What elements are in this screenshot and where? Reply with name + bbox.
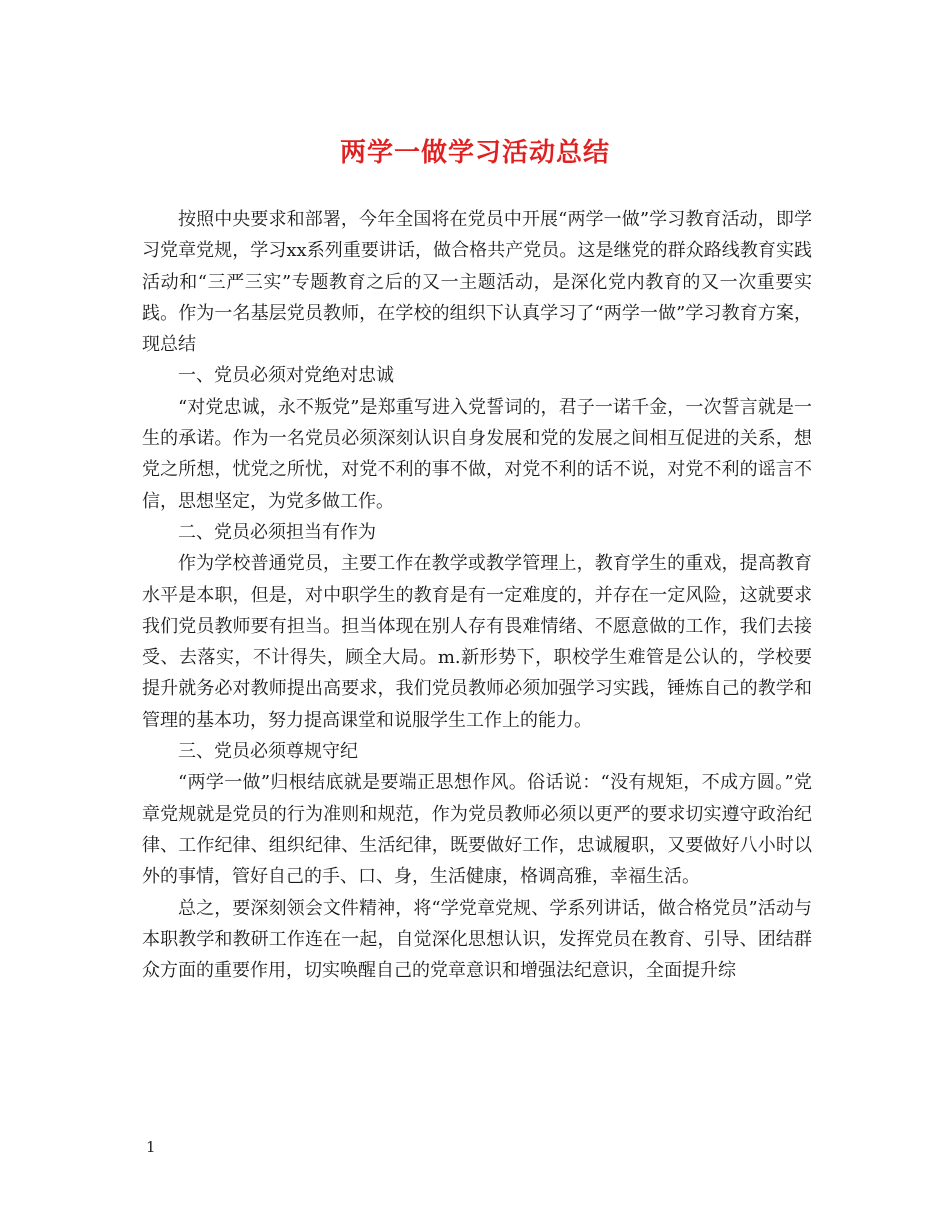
- section-heading-1: 一、党员必须对党绝对忠诚: [178, 365, 394, 387]
- document-body: [142, 204, 812, 986]
- section-3-paragraph: “两学一做”归根结底就是要端正思想作风。俗话说：“没有规矩，不成方圆。”党章党规就是党员的行为准则和规范，作为党员教师必须以更严的要求切实遵守政治纪律、工作纪律、组织纪律、生活纪律，既要做好工作，忠诚履职，又要做好八小时以外的事情，管好自己的手、口、身，生活健康，格调高雅，幸福生活。: [142, 772, 812, 888]
- document-title: 两学一做学习活动总结: [339, 138, 610, 168]
- section-heading-3: 三、党员必须尊规守纪: [178, 741, 358, 763]
- intro-paragraph: 按照中央要求和部署，今年全国将在党员中开展“两学一做”学习教育活动，即学习党章党规，学习xx系列重要讲话，做合格共产党员。这是继党的群众路线教育实践活动和“三严三实”专题教育之后的又一主题活动，是深化党内教育的又一次重要实践。作为一名基层党员教师，在学校的组织下认真学习了“两学一做”学习教育方案，现总结: [142, 209, 812, 356]
- section-2-paragraph: 作为学校普通党员，主要工作在教学或教学管理上，教育学生的重戏，提高教育水平是本职，但是，对中职学生的教育是有一定难度的，并存在一定风险，这就要求我们党员教师要有担当。担当体现在别人存有畏难情绪、不愿意做的工作，我们去接受、去落实，不计得失，顾全大局。m.新形势下，职校学生难管是公认的，学校要提升就务必对教师提出高要求，我们党员教师必须加强学习实践，锤炼自己的教学和管理的基本功，努力提高课堂和说服学生工作上的能力。: [142, 553, 812, 731]
- page-number: 1: [146, 1138, 156, 1156]
- section-1-paragraph: “对党忠诚，永不叛党”是郑重写进入党誓词的，君子一诺千金，一次誓言就是一生的承诺。作为一名党员必须深刻认识自身发展和党的发展之间相互促进的关系，想党之所想，忧党之所忧，对党不利的事不做，对党不利的话不说，对党不利的谣言不信，思想坚定，为党多做工作。: [142, 396, 812, 512]
- section-heading-2: 二、党员必须担当有作为: [178, 521, 376, 543]
- conclusion-paragraph: 总之，要深刻领会文件精神，将“学党章党规、学系列讲话，做合格党员”活动与本职教学和教研工作连在一起，自觉深化思想认识，发挥党员在教育、引导、团结群众方面的重要作用，切实唤醒自己的党章意识和增强法纪意识，全面提升综: [142, 897, 812, 982]
